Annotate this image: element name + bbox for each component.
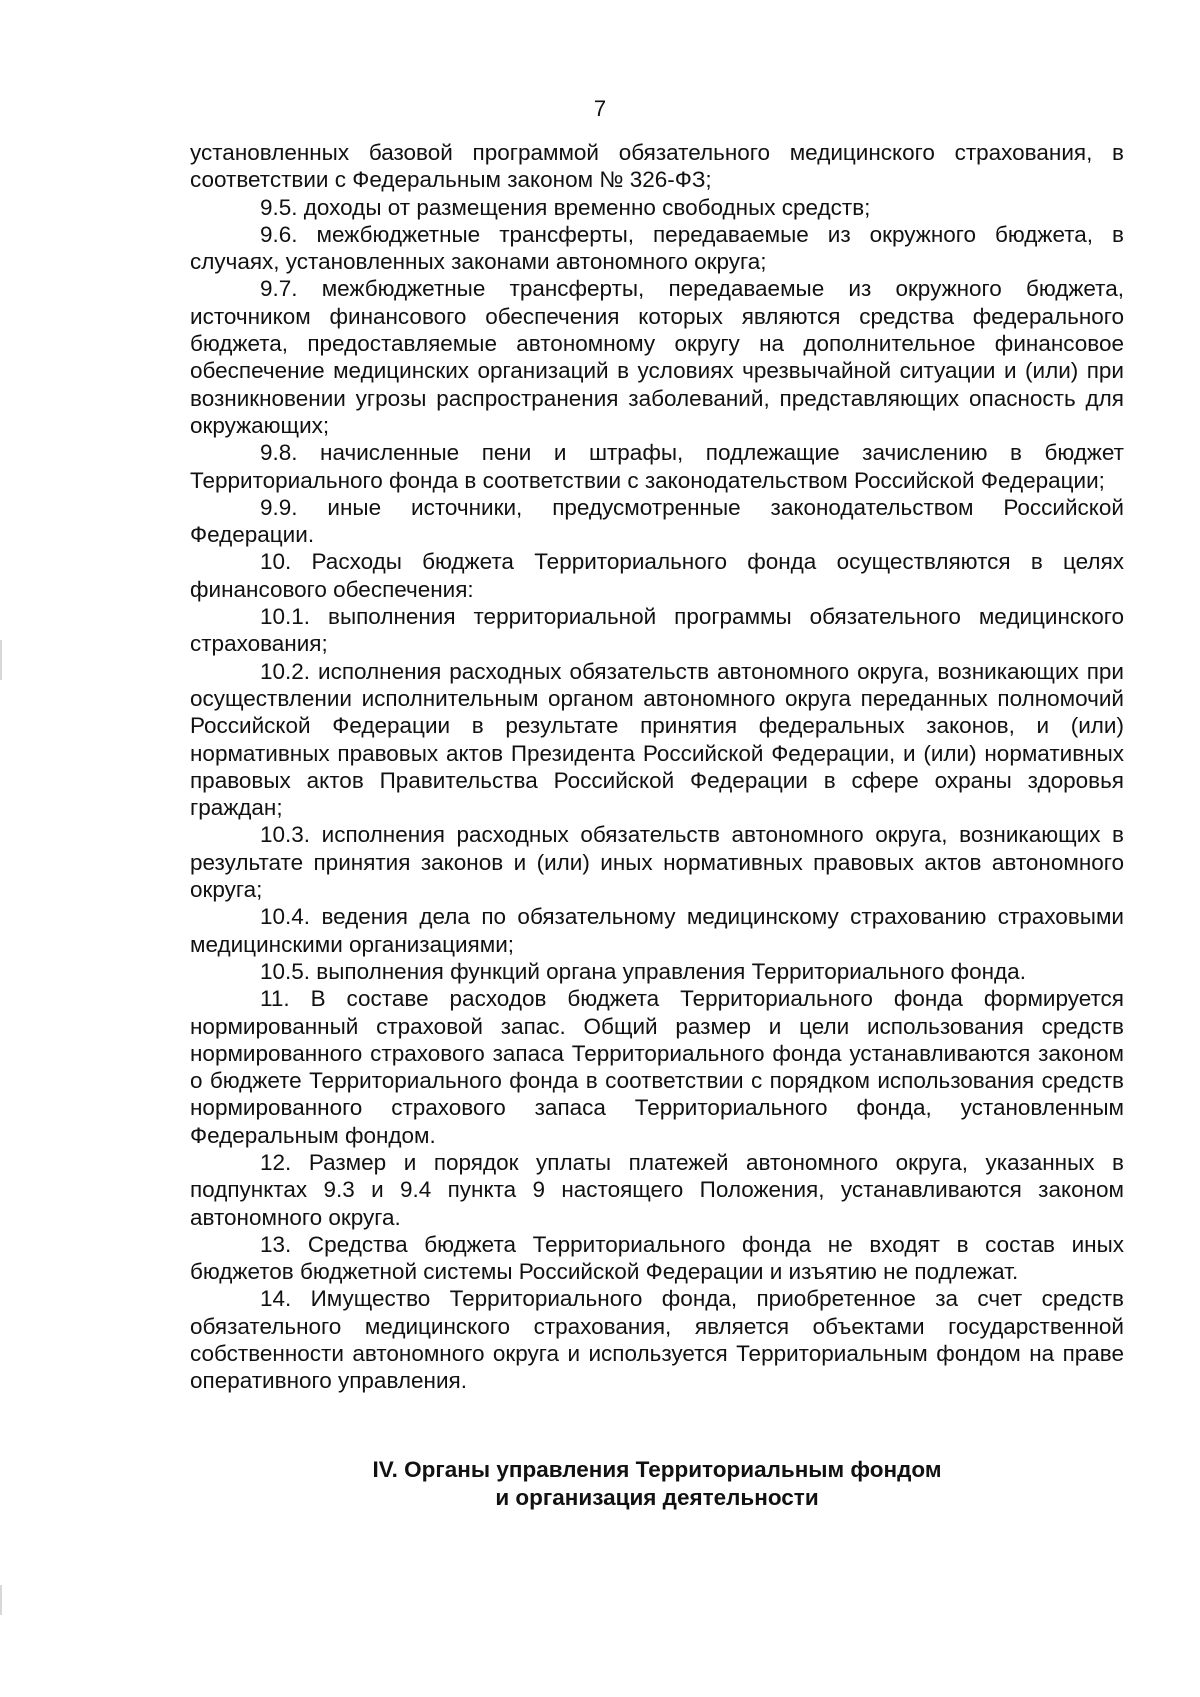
section-heading (190, 1456, 1124, 1511)
paragraph: 10.1. выполнения территориальной программы обязательного медицинского страхования; (190, 604, 1124, 657)
paragraph: 14. Имущество Территориального фонда, приобретенное за счет средств обязательного медицинского страхования, является объектами государственной собственности автономного округа и используется Территориальным фондом на праве оперативного управления. (190, 1286, 1124, 1394)
document-body (190, 139, 1124, 1395)
paragraph: установленных базовой программой обязательного медицинского страхования, в соответствии с Федеральным законом № 326-ФЗ; (190, 140, 1124, 193)
paragraph: 10.2. исполнения расходных обязательств автономного округа, возникающих при осуществлении исполнительным органом автономного округа переданных полномочий Российской Федерации в результате принятия федеральных законов, и (или) нормативных правовых актов Президента Российской Федерации, и (или) нормативных правовых актов Правительства Российской Федерации в сфере охраны здоровья граждан; (190, 658, 1124, 821)
paragraph: 9.5. доходы от размещения временно свободных средств; (260, 194, 871, 220)
paragraph: 10. Расходы бюджета Территориального фонда осуществляются в целях финансового обеспечения: (190, 549, 1124, 602)
paragraph: 9.8. начисленные пени и штрафы, подлежащие зачислению в бюджет Территориального фонда в соответствии с законодательством Российской Федерации; (190, 440, 1124, 493)
paragraph: 11. В составе расходов бюджета Территориального фонда формируется нормированный страховой запас. Общий размер и цели использования средств нормированного страхового запаса Территориального фонда устанавливаются законом о бюджете Территориального фонда в соответствии с порядком использования средств нормированного страхового запаса Территориального фонда, установленным Федеральным фондом. (190, 986, 1124, 1148)
paragraph: 12. Размер и порядок уплаты платежей автономного округа, указанных в подпунктах 9.3 и 9.4 пункта 9 настоящего Положения, устанавливаются законом автономного округа. (190, 1149, 1124, 1230)
page-number: 7 (593, 96, 607, 121)
scan-edge-mark (0, 640, 2, 680)
paragraph: 10.4. ведения дела по обязательному медицинскому страхованию страховыми медицинскими организациями; (190, 904, 1124, 957)
paragraph: 13. Средства бюджета Территориального фонда не входят в состав иных бюджетов бюджетной системы Российской Федерации и изъятию не подлежат. (190, 1231, 1124, 1285)
paragraph: 9.6. межбюджетные трансферты, передаваемые из окружного бюджета, в случаях, установленных законами автономного округа; (190, 221, 1124, 275)
section-heading-line: и организация деятельности (495, 1484, 819, 1510)
paragraph: 9.9. иные источники, предусмотренные законодательством Российской Федерации. (190, 494, 1124, 548)
paragraph: 10.3. исполнения расходных обязательств автономного округа, возникающих в результате принятия законов и (или) иных нормативных правовых актов автономного округа; (190, 822, 1124, 903)
paragraph: 10.5. выполнения функций органа управления Территориального фонда. (260, 958, 1026, 984)
scan-edge-mark (0, 1585, 2, 1615)
section-heading-line: IV. Органы управления Территориальным фондом (372, 1457, 942, 1482)
paragraph: 9.7. межбюджетные трансферты, передаваемые из окружного бюджета, источником финансового обеспечения которых являются средства федерального бюджета, предоставляемые автономному округу на дополнительное финансовое обеспечение медицинских организаций в условиях чрезвычайной ситуации и (или) при возникновении угрозы распространения заболеваний, представляющих опасность для окружающих; (190, 276, 1124, 438)
